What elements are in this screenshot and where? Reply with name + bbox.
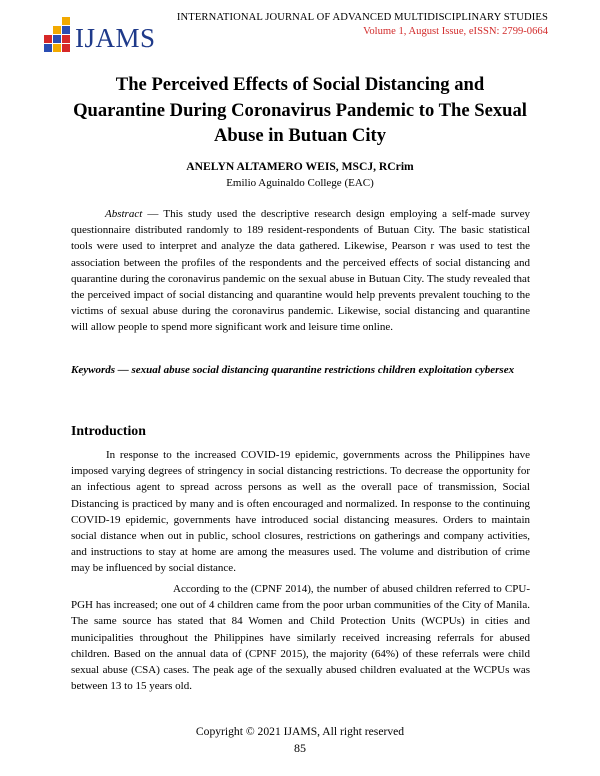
intro-paragraph-1: In response to the increased COVID-19 epidemic, governments across the Philippines have imposed varying degrees of stringency in social distancing restrictions. To decrease the opportunity for an infectious agent to spread across persons as well as the overall pace of transmission, Social Distancing is practiced by many and is often encouraged and normalized. In response to the continuing COVID-19 epidemic, governments have introduced social distancing measures. Orders to maintain social distance when out in public, school closures, restrictions on gatherings and company activities, and instructions to stay at home are among the measures used. The volume and distribution of crime may be influenced by social distance. [71,449,530,575]
logo-square [62,44,70,52]
page-header [0,0,600,70]
logo-square [44,44,52,52]
abstract-text: — This study used the descriptive research design employing a self-made survey questionnaire distributed randomly to 189 resident-respondents of Butuan City. The basic statistical tools were used to interpret and analyze the data gathered. Likewise, Pearson r was used to test the association between the profiles of the respondents and the perceived effects of social distancing and quarantine during the coronavirus pandemic on the sexual abuse in Butuan City. The study revealed that the perceived impact of social distancing and quarantine would help prevents prevalent touching to the victims of sexual abuse during the coronavirus pandemic. Likewise, social distancing and quarantine will allow people to spend more significant work and leisure time online. [71,208,530,334]
logo-square [44,35,52,43]
author-affiliation: Emilio Aguinaldo College (EAC) [226,177,374,189]
logo-text: IJAMS [75,23,156,53]
issue-info: Volume 1, August Issue, eISSN: 2799-0664 [363,26,548,37]
section-heading-introduction: Introduction [71,423,146,438]
logo-square [62,17,70,25]
logo-square [53,35,61,43]
abstract-label: Abstract [105,208,143,220]
footer-copyright: Copyright © 2021 IJAMS, All right reserved [195,725,405,738]
intro-paragraph-2: According to the (CPNF 2014), the number of abused children referred to CPU-PGH has increased; one out of 4 children came from the poor urban communities of the City of Manila. The same source has stated that 84 Women and Child Protection Units (WCPUs) in cities and municipalities throughout the Philippines have similarly received increasing referrals for abused children. Based on the annual data of (CPNF 2015), the majority (64%) of these referrals were child sexual abuse (CSA) cases. The peak age of the sexually abused children evaluated at the WCPUs was between 13 to 15 years old. [71,583,530,693]
logo-square [53,26,61,34]
journal-name: INTERNATIONAL JOURNAL OF ADVANCED MULTIDISCIPLINARY STUDIES [176,12,548,23]
author-name: ANELYN ALTAMERO WEIS, MSCJ, RCrim [186,160,414,173]
logo-square [53,44,61,52]
abstract [71,206,530,336]
page-number: 85 [294,741,306,755]
keywords: Keywords — sexual abuse social distancing quarantine restrictions children exploitation cybersex [71,364,515,376]
paper-title: The Perceived Effects of Social Distancing and Quarantine During Coronavirus Pandemic to The Sexual Abuse in Butuan City [73,74,527,146]
logo-square [62,35,70,43]
logo-square [62,26,70,34]
ijams-logo-icon [44,17,71,53]
